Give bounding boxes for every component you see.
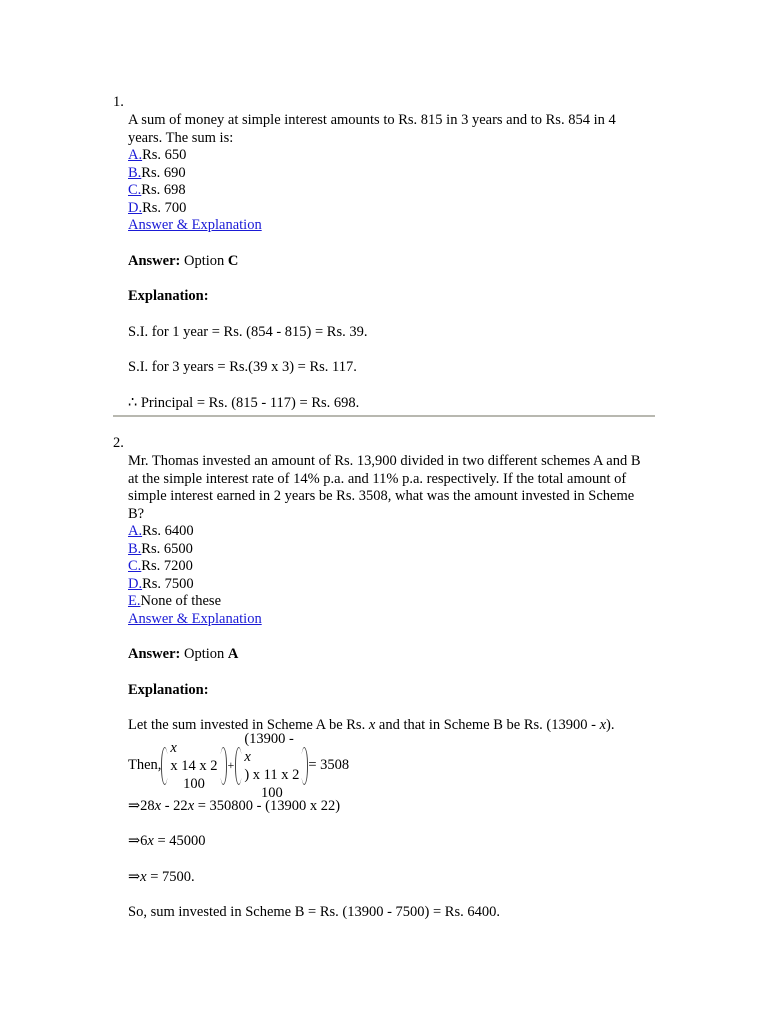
option-a xyxy=(128,523,391,541)
option-c-link[interactable]: C. xyxy=(128,558,142,574)
explanation-label: Explanation: xyxy=(128,288,209,304)
option-b-value: Rs. 6500 xyxy=(141,540,193,557)
explanation-line-1: S.I. for 1 year = Rs. (854 - 815) = Rs. 39. xyxy=(128,323,368,340)
explanation-label: Explanation: xyxy=(128,681,209,698)
fraction-1: x x 14 x 2 100 xyxy=(161,747,226,785)
answer-explanation-link[interactable]: Answer & Explanation xyxy=(128,610,262,627)
answer-text: Option xyxy=(183,252,225,269)
question-divider xyxy=(113,415,655,417)
option-a-value: Rs. 6400 xyxy=(142,523,194,539)
answer-explanation-link[interactable]: Answer & Explanation xyxy=(128,217,262,233)
option-a-link[interactable]: A. xyxy=(128,523,143,539)
option-a-value: Rs. 650 xyxy=(142,147,187,163)
question-number: 2. xyxy=(113,435,124,451)
question-1 xyxy=(113,94,655,412)
option-d-value: Rs. 7500 xyxy=(142,575,194,592)
option-b-value: Rs. 690 xyxy=(141,164,186,181)
options-list xyxy=(128,523,653,611)
equation-result: = 3508 xyxy=(308,756,350,773)
equation xyxy=(128,730,653,801)
option-d-link[interactable]: D. xyxy=(128,199,143,216)
plus-sign: + xyxy=(227,757,235,772)
answer-line xyxy=(128,253,653,271)
option-e-link[interactable]: E. xyxy=(128,593,141,609)
option-c xyxy=(128,182,391,200)
question-number: 1. xyxy=(113,94,124,110)
option-a xyxy=(128,147,391,165)
option-e xyxy=(128,593,391,611)
step-1: ⇒28x - 22x = 350800 - (13900 x 22) xyxy=(128,797,341,814)
option-d-value: Rs. 700 xyxy=(142,199,187,216)
step-2: ⇒6x = 45000 xyxy=(128,833,206,849)
option-d xyxy=(128,200,391,218)
explanation-line-3: ∴ Principal = Rs. (815 - 117) = Rs. 698. xyxy=(128,394,360,411)
option-c-link[interactable]: C. xyxy=(128,182,142,198)
question-text: A sum of money at simple interest amounts to Rs. 815 in 3 years and to Rs. 854 in 4 years. The sum is: xyxy=(128,112,616,146)
options-list xyxy=(128,147,653,217)
fraction-2: (13900 - x ) x 11 x 2 100 xyxy=(235,747,308,785)
answer-option: C xyxy=(227,252,239,269)
option-e-value: None of these xyxy=(140,593,222,609)
final-line: So, sum invested in Scheme B = Rs. (13900 - 7500) = Rs. 6400. xyxy=(128,904,501,920)
step-3: ⇒x = 7500. xyxy=(128,868,195,885)
option-b-link[interactable]: B. xyxy=(128,540,142,557)
answer-text: Option xyxy=(183,646,225,662)
option-c xyxy=(128,558,391,576)
answer-label: Answer: xyxy=(128,646,181,662)
option-d-link[interactable]: D. xyxy=(128,575,143,592)
option-d xyxy=(128,576,391,594)
explanation-line-2: S.I. for 3 years = Rs.(39 x 3) = Rs. 117. xyxy=(128,359,357,375)
option-c-value: Rs. 698 xyxy=(141,182,186,198)
option-c-value: Rs. 7200 xyxy=(141,558,193,574)
answer-option: A xyxy=(227,646,239,662)
let-line: Let the sum invested in Scheme A be Rs. x and that in Scheme B be Rs. (13900 - x). xyxy=(128,717,615,733)
equation-then: Then, xyxy=(128,756,162,773)
question-2 xyxy=(113,435,655,922)
answer-label: Answer: xyxy=(128,252,181,269)
option-b-link[interactable]: B. xyxy=(128,164,142,181)
option-a-link[interactable]: A. xyxy=(128,147,143,163)
option-b xyxy=(128,165,391,183)
question-text: Mr. Thomas invested an amount of Rs. 13,900 divided in two different schemes A and B at the simple interest rate of 14% p.a. and 11% p.a. respectively. If the total amount of simple interest earned in 2 years be Rs. 3508, what was the amount invested in Scheme B? xyxy=(128,453,641,522)
answer-line xyxy=(128,646,653,664)
option-b xyxy=(128,541,391,559)
